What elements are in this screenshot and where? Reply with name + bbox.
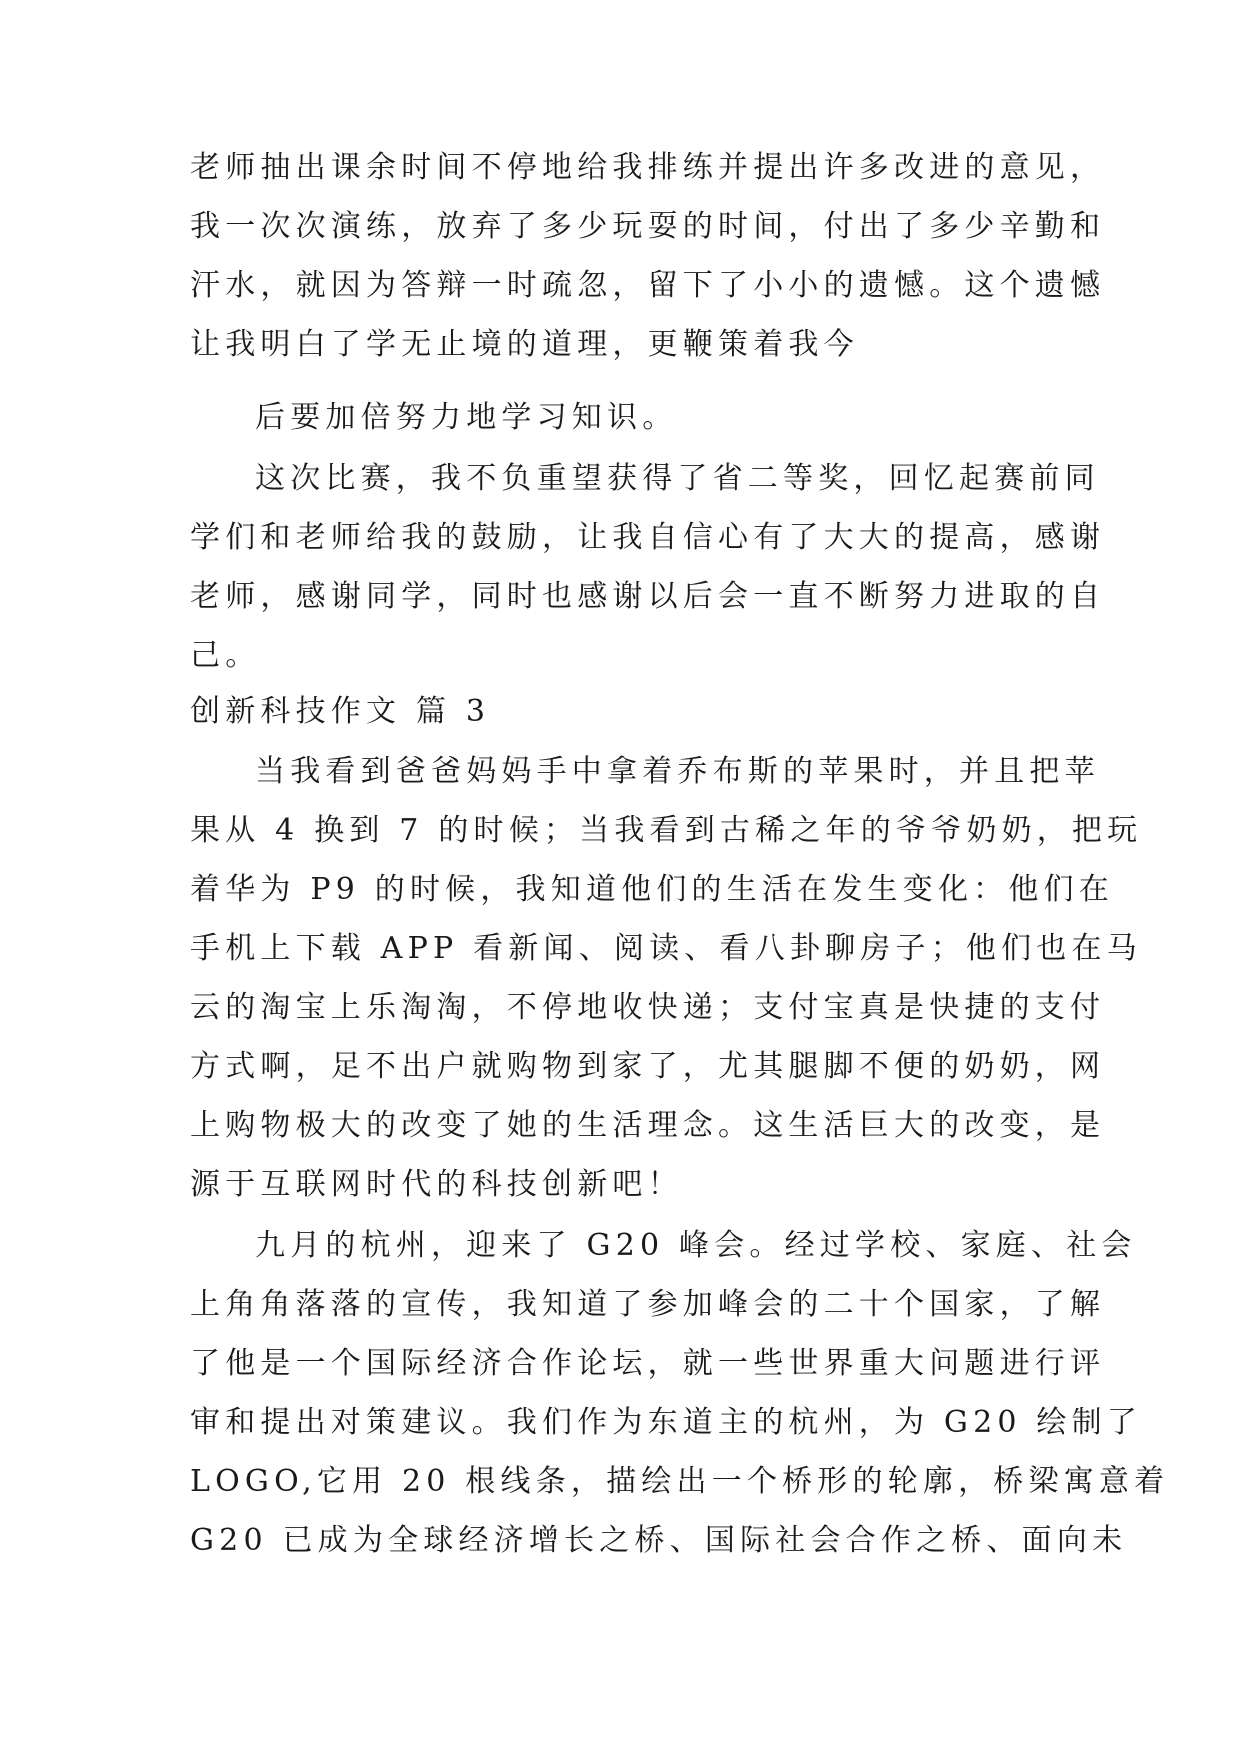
text-line: 审和提出对策建议。我们作为东道主的杭州，为 G20 绘制了	[190, 1405, 1143, 1440]
text-line: 汗水，就因为答辩一时疏忽，留下了小小的遗憾。这个遗憾	[190, 268, 1106, 303]
text-line: G20 已成为全球经济增长之桥、国际社会合作之桥、面向未	[190, 1523, 1128, 1558]
text-line: 着华为 P9 的时候，我知道他们的生活在发生变化：他们在	[190, 872, 1114, 907]
text-line: 己。	[190, 638, 261, 673]
text-line: 上角角落落的宣传，我知道了参加峰会的二十个国家，了解	[190, 1287, 1106, 1322]
text-line: LOGO,它用 20 根线条，描绘出一个桥形的轮廓，桥梁寓意着	[190, 1464, 1170, 1499]
text-line: 学们和老师给我的鼓励，让我自信心有了大大的提高，感谢	[190, 520, 1106, 555]
text-line: 上购物极大的改变了她的生活理念。这生活巨大的改变，是	[190, 1108, 1106, 1143]
text-line: 方式啊，足不出户就购物到家了，尤其腿脚不便的奶奶，网	[190, 1049, 1106, 1084]
text-line: 手机上下载 APP 看新闻、阅读、看八卦聊房子；他们也在马	[190, 931, 1142, 966]
paragraph-first-line: 九月的杭州，迎来了 G20 峰会。经过学校、家庭、社会	[255, 1228, 1137, 1263]
text-line: 我一次次演练，放弃了多少玩耍的时间，付出了多少辛勤和	[190, 209, 1106, 244]
paragraph-first-line: 这次比赛，我不负重望获得了省二等奖，回忆起赛前同	[255, 461, 1100, 496]
text-line: 了他是一个国际经济合作论坛，就一些世界重大问题进行评	[190, 1346, 1106, 1381]
text-line: 老师，感谢同学，同时也感谢以后会一直不断努力进取的自	[190, 579, 1106, 614]
text-line: 源于互联网时代的科技创新吧！	[190, 1167, 683, 1202]
text-line: 果从 4 换到 7 的时候；当我看到古稀之年的爷爷奶奶，把玩	[190, 813, 1143, 848]
paragraph-line: 后要加倍努力地学习知识。	[255, 400, 678, 435]
paragraph-first-line: 当我看到爸爸妈妈手中拿着乔布斯的苹果时，并且把苹	[255, 754, 1100, 789]
text-line: 老师抽出课余时间不停地给我排练并提出许多改进的意见，	[190, 150, 1106, 185]
text-line: 云的淘宝上乐淘淘，不停地收快递；支付宝真是快捷的支付	[190, 990, 1106, 1025]
text-line: 让我明白了学无止境的道理，更鞭策着我今	[190, 327, 859, 362]
section-heading: 创新科技作文 篇 3	[190, 694, 491, 729]
